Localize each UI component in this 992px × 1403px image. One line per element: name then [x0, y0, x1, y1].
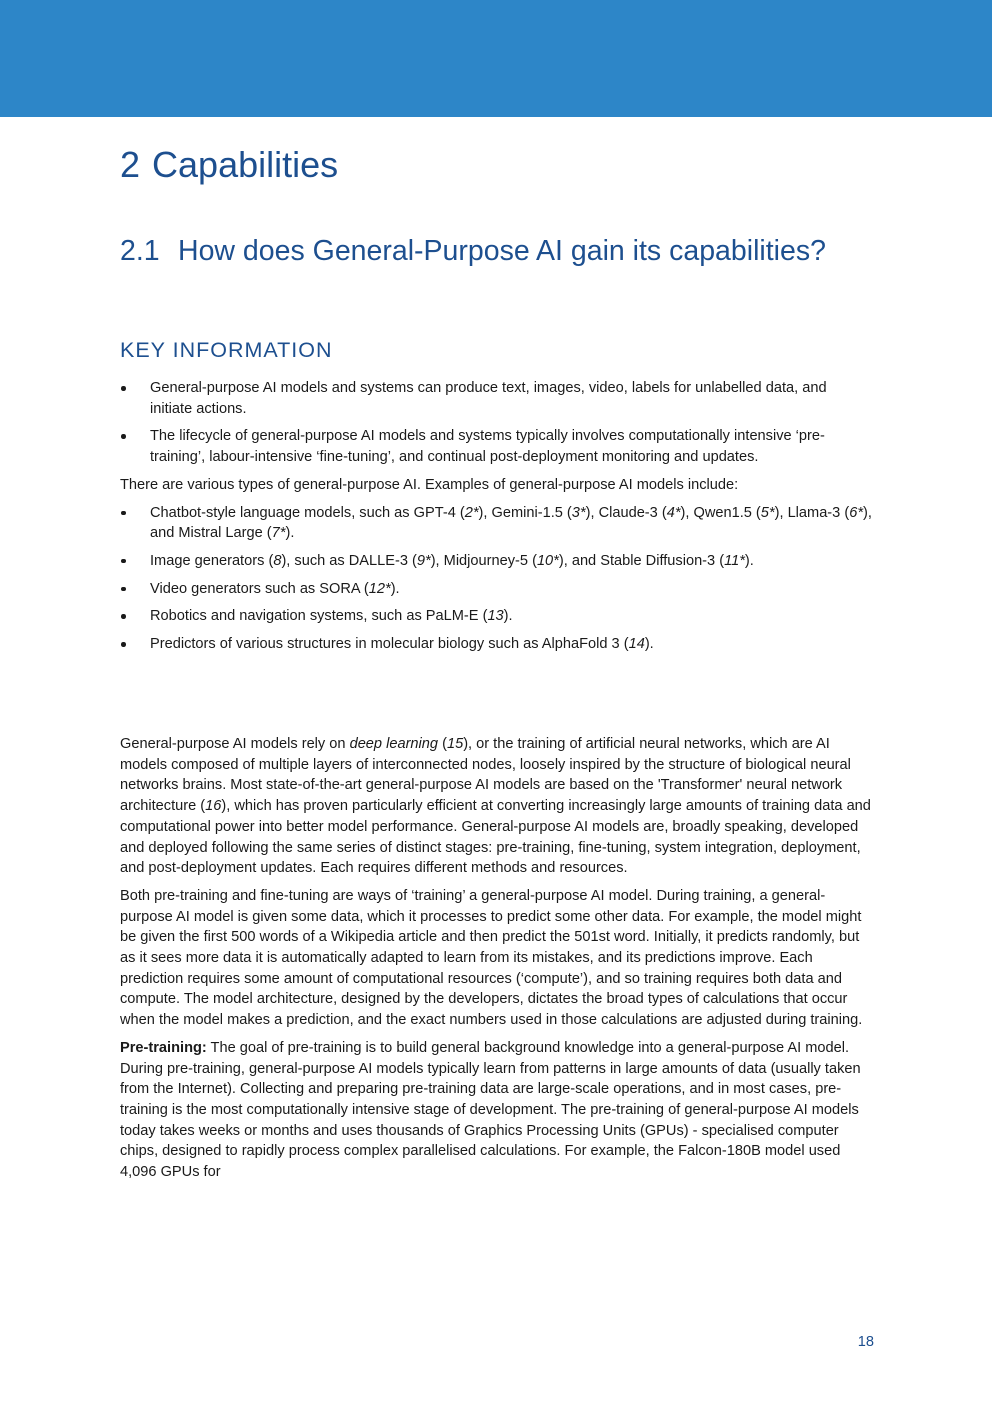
header-band [0, 0, 992, 117]
citation-text: 15 [446, 736, 464, 752]
text-run: ), Qwen1.5 ( [680, 504, 761, 521]
key-information-heading: KEY INFORMATION [120, 338, 333, 362]
text-run: ), such as DALLE-3 ( [281, 552, 417, 569]
section-title-text: How does General-Purpose AI gain its capabilities? [178, 235, 826, 267]
section-title [120, 232, 872, 271]
key-bullet-2: The lifecycle of general-purpose AI models and systems typically involves computationally intensive ‘pre-training’, labour-intensive ‘fine-tuning’, and continual post-deployment monitoring and updates. [120, 426, 872, 467]
citation-text: 5* [760, 504, 775, 521]
text-run: ), and Stable Diffusion-3 ( [558, 552, 725, 569]
citation-text: 10* [536, 552, 559, 569]
chapter-title-text: Capabilities [152, 144, 339, 185]
citation-text: 3* [571, 504, 586, 521]
text-run: General-purpose AI models rely on [120, 736, 350, 752]
text-run: ). [503, 608, 513, 625]
example-item [120, 579, 872, 600]
text-run: ), Llama-3 ( [774, 504, 850, 521]
body-paragraph [120, 734, 872, 879]
text-run: ), Claude-3 ( [585, 504, 667, 521]
citation-text: 9* [416, 552, 431, 569]
chapter-title [120, 142, 872, 188]
citation-text: 16 [205, 798, 222, 815]
page-number: 18 [857, 1334, 874, 1350]
text-run: ), which has proven particularly efficient at converting increasingly large amounts of training data and computational power into better model performance. General-purpose AI models are, broadly speaking, developed and deployed following the same series of distinct stages: pre-training, fine-tuning, system integration, deployment, and post-deployment updates. Each requires different methods and resources. [120, 798, 871, 877]
text-run: ). [644, 636, 654, 653]
chapter-number: 2 [120, 144, 141, 185]
key-information-block [120, 378, 872, 662]
examples-list [120, 503, 872, 655]
text-run: Robotics and navigation systems, such as PaLM-E ( [150, 608, 488, 625]
citation-text: 11* [724, 552, 745, 569]
text-run: Video generators such as SORA ( [150, 580, 369, 597]
citation-text: 13 [487, 608, 504, 625]
text-run: ). [744, 552, 754, 569]
text-run: ), or the training of artificial neural networks, which are AI models composed of multiple layers of interconnected nodes, loosely inspired by the structure of biological neural networks brains. Most state-of-the-art general-purpose AI models are based on the 'Transformer' neural network architecture ( [120, 736, 851, 815]
text-run: Predictors of various structures in molecular biology such as AlphaFold 3 ( [150, 636, 629, 653]
text-run: ). [390, 580, 400, 597]
text-run: ), Gemini-1.5 ( [478, 504, 572, 521]
text-run: ). [285, 525, 295, 542]
key-information-list [120, 378, 872, 468]
body-paragraph [120, 1038, 872, 1183]
text-run: ), Midjourney-5 ( [430, 552, 537, 569]
citation-text: 8 [273, 552, 282, 569]
citation-text: 4* [666, 504, 681, 521]
citation-text: 12* [368, 580, 391, 597]
example-item [120, 551, 872, 572]
examples-intro: There are various types of general-purpose AI. Examples of general-purpose AI models include: [120, 476, 739, 493]
bold-lead-in: Pre-training: [120, 1039, 207, 1056]
citation-text: deep learning [349, 736, 439, 752]
text-run: ( [438, 736, 447, 752]
text-run: The goal of pre-training is to build general background knowledge into a general-purpose AI model. During pre-training, general-purpose AI models typically learn from patterns in large amounts of data (usually taken from the Internet). Collecting and preparing pre-training data are large-scale operations, and in most cases, pre-training is the most computationally intensive stage of development. The pre-training of general-purpose AI models today takes weeks or months and uses thousands of Graphics Processing Units (GPUs) - specialised computer chips, designed to rapidly process complex parallelised calculations. For example, the Falcon-180B model used 4,096 GPUs for [120, 1039, 861, 1181]
citation-text: 7* [271, 525, 286, 542]
citation-text: 6* [849, 504, 863, 521]
text-run: ), and Mistral Large ( [150, 504, 872, 542]
key-bullet-1: General-purpose AI models and systems can produce text, images, video, labels for unlabelled data, and initiate actions. [120, 378, 872, 419]
text-run: Chatbot-style language models, such as GPT-4 ( [150, 504, 465, 521]
citation-text: 2* [464, 504, 479, 521]
example-item [120, 606, 872, 627]
body-text [120, 734, 872, 1190]
body-paragraph [120, 886, 872, 1031]
section-number: 2.1 [120, 235, 160, 267]
example-item [120, 503, 872, 544]
example-item [120, 634, 872, 655]
text-run: Image generators ( [150, 552, 274, 569]
text-run: Both pre-training and fine-tuning are ways of ‘training’ a general-purpose AI model. During training, a general-purpose AI model is given some data, which it processes to predict some other data. For example, the model might be given the first 500 words of a Wikipedia article and then predict the 501st word. Initially, it predicts randomly, but as it sees more data it is automatically adapted to learn from its mistakes, and its predictions improve. Each prediction requires some amount of computational resources (‘compute’), and so training requires both data and compute. The model architecture, designed by the developers, dictates the broad types of calculations that occur when the model makes a prediction, and the exact numbers used in those calculations are adjusted during training. [120, 887, 863, 1029]
citation-text: 14 [628, 636, 645, 653]
